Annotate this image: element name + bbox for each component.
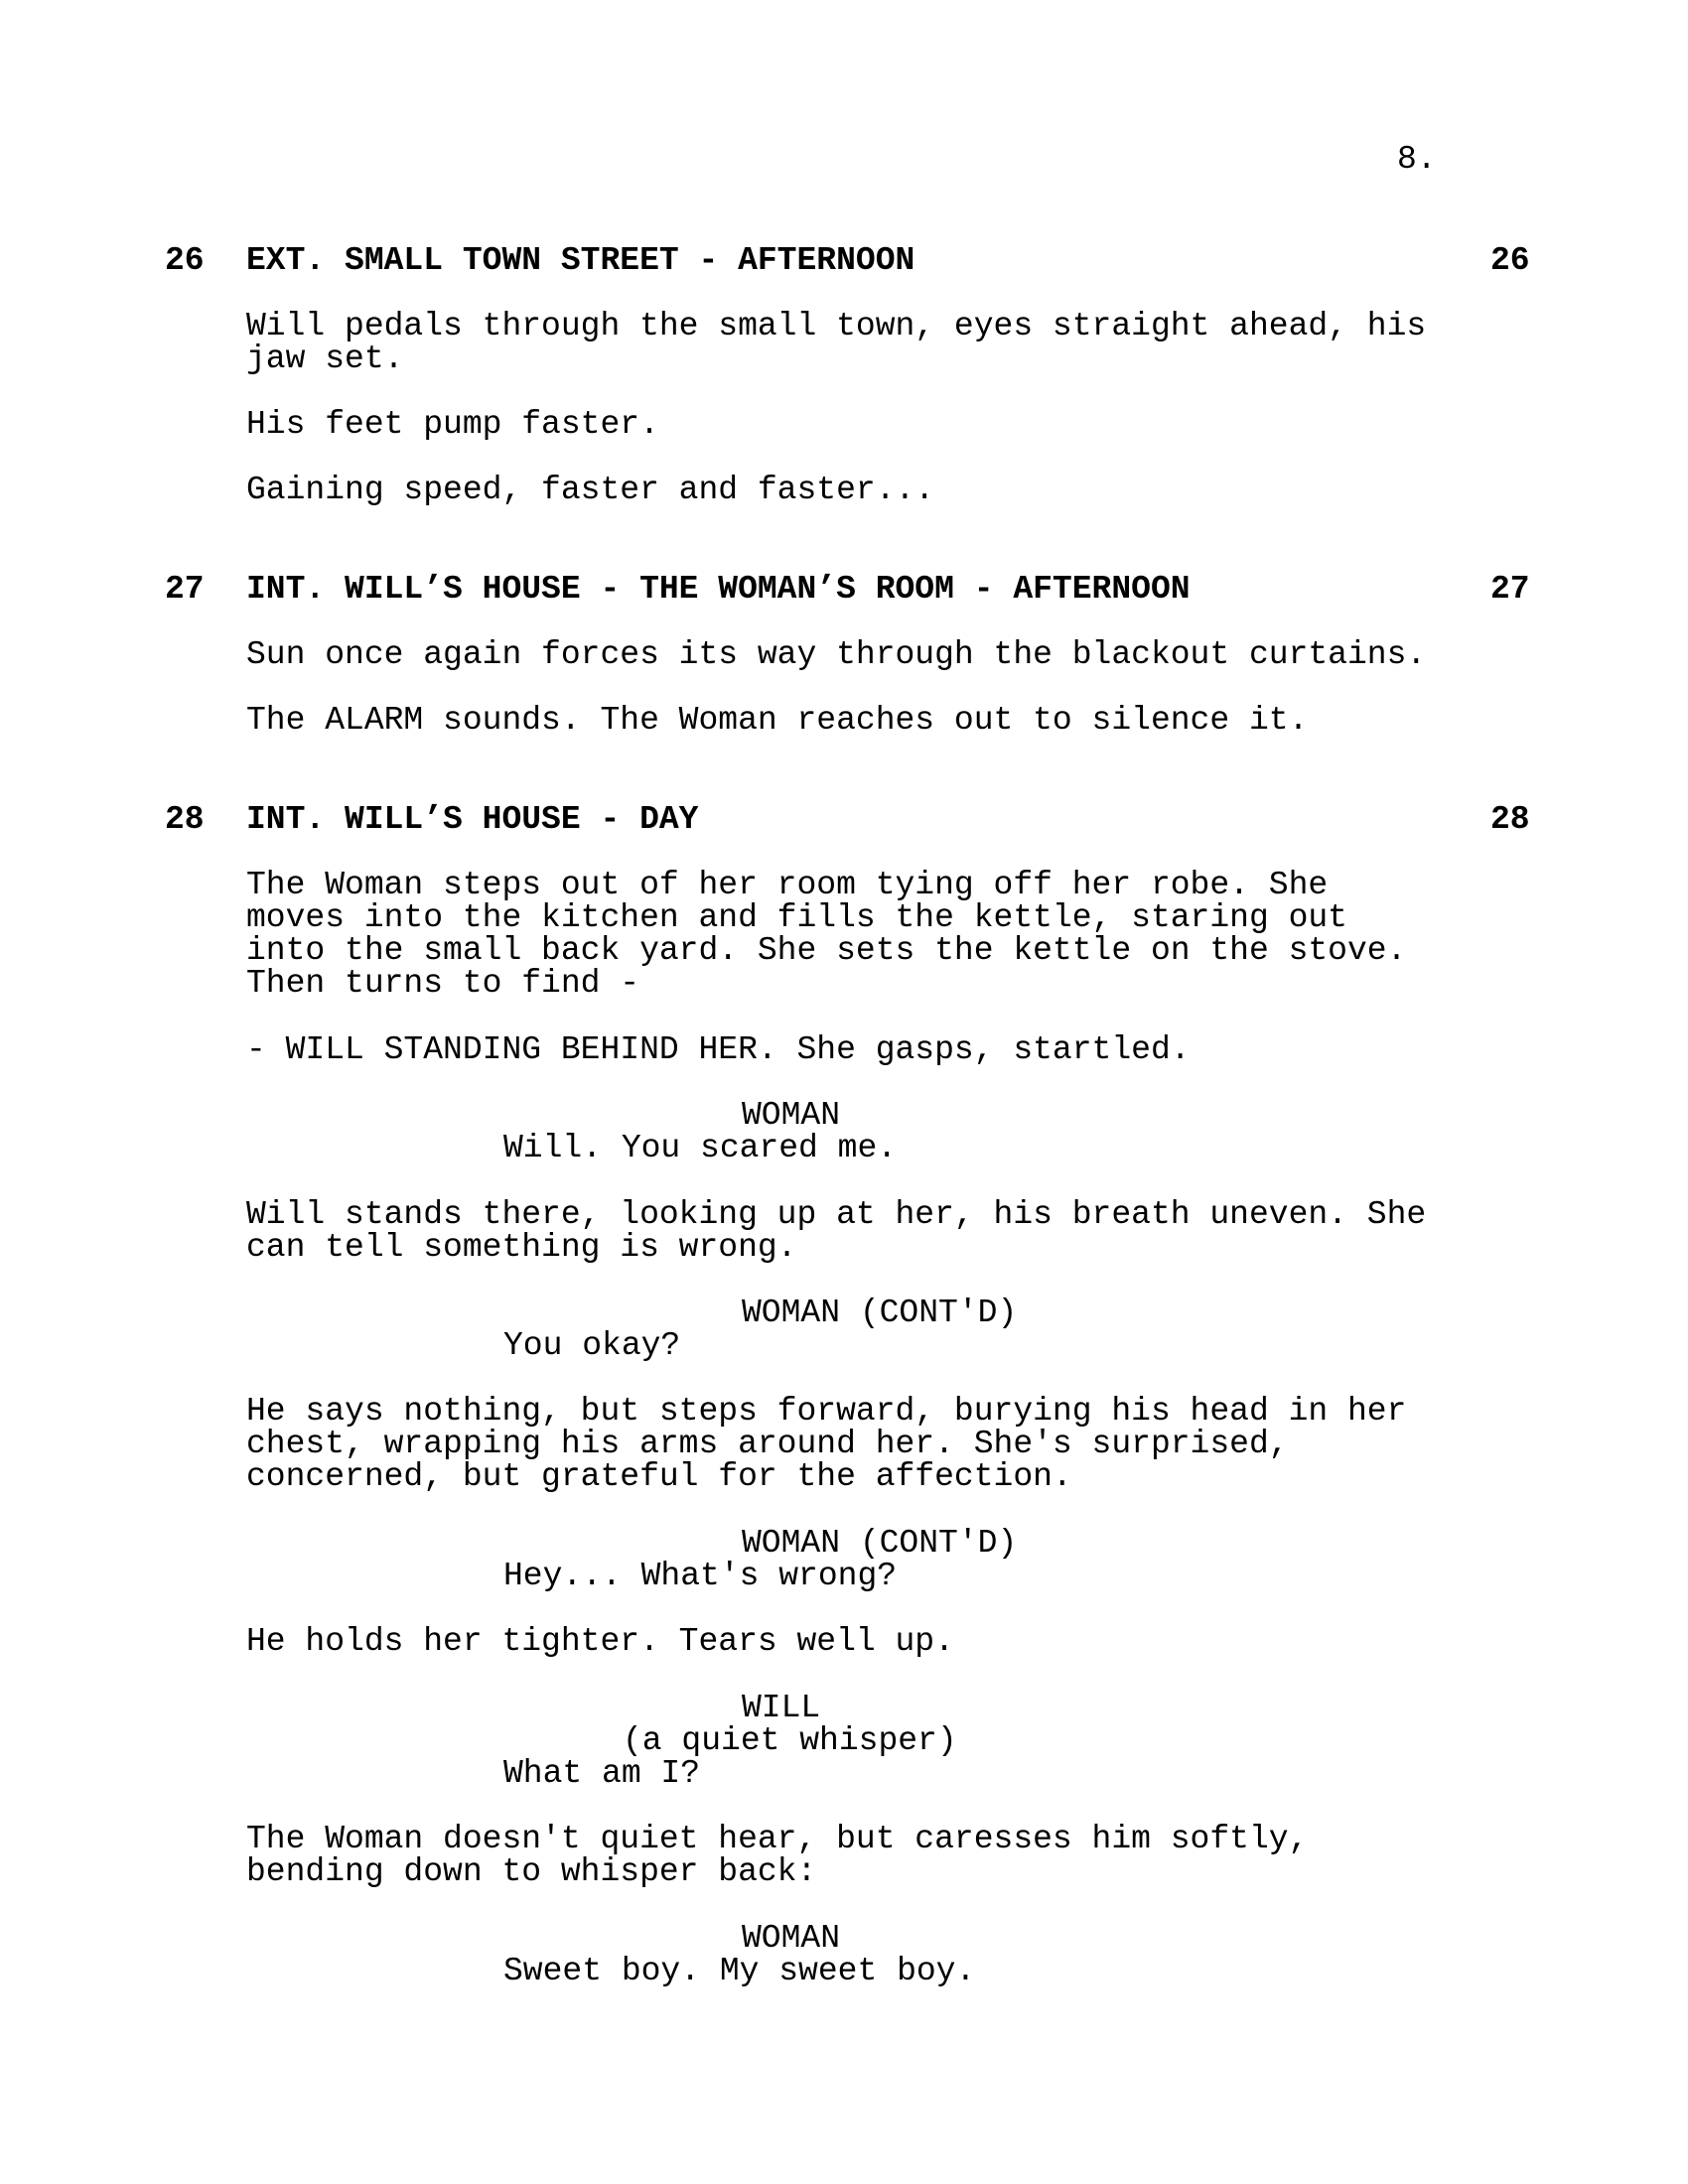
action-line: The ALARM sounds. The Woman reaches out to silence it. — [246, 702, 1309, 739]
action-block: He says nothing, but steps forward, burying his head in her chest, wrapping his arms around her. She's surprised, concerned, but grateful for the affection. — [246, 1393, 1407, 1495]
dialogue: What am I? — [503, 1755, 701, 1792]
scene-number-left: 26 — [165, 242, 205, 279]
scene-number-right: 28 — [1490, 801, 1530, 838]
action-line: His feet pump faster. — [246, 406, 659, 443]
scene-number-left: 27 — [165, 571, 205, 608]
parenthetical: (a quiet whisper) — [623, 1722, 957, 1759]
action-line: Sun once again forces its way through the blackout curtains. — [246, 636, 1427, 673]
character-cue: WOMAN (CONT'D) — [742, 1295, 1018, 1331]
action-line: He holds her tighter. Tears well up. — [246, 1623, 954, 1660]
action-block: The Woman steps out of her room tying off her robe. She moves into the kitchen and fills the kettle, staring out into the small back yard. She sets the kettle on the stove. Then turns to find - — [246, 867, 1407, 1002]
dialogue: Hey... What's wrong? — [503, 1558, 898, 1594]
character-cue: WOMAN — [742, 1097, 841, 1134]
dialogue: Sweet boy. My sweet boy. — [503, 1953, 976, 1989]
scene-number-right: 26 — [1490, 242, 1530, 279]
dialogue: You okay? — [503, 1327, 681, 1364]
scene-number-right: 27 — [1490, 571, 1530, 608]
scene-heading: EXT. SMALL TOWN STREET - AFTERNOON — [246, 242, 915, 279]
action-line: Will pedals through the small town, eyes straight ahead, his jaw set. — [246, 308, 1427, 377]
action-line: - WILL STANDING BEHIND HER. She gasps, startled. — [246, 1031, 1191, 1068]
action-block: Will stands there, looking up at her, his breath uneven. She can tell something is wrong. — [246, 1196, 1427, 1266]
page-number: 8. — [1397, 141, 1437, 178]
character-cue: WOMAN — [742, 1920, 841, 1957]
character-cue: WOMAN (CONT'D) — [742, 1525, 1018, 1562]
action-block: The Woman doesn't quiet hear, but caresses him softly, bending down to whisper back: — [246, 1821, 1309, 1890]
scene-number-left: 28 — [165, 801, 205, 838]
character-cue: WILL — [742, 1690, 821, 1726]
action-line: Gaining speed, faster and faster... — [246, 472, 935, 508]
scene-heading: INT. WILL’S HOUSE - THE WOMAN’S ROOM - AFTERNOON — [246, 571, 1191, 608]
dialogue: Will. You scared me. — [503, 1130, 898, 1166]
scene-heading: INT. WILL’S HOUSE - DAY — [246, 801, 699, 838]
